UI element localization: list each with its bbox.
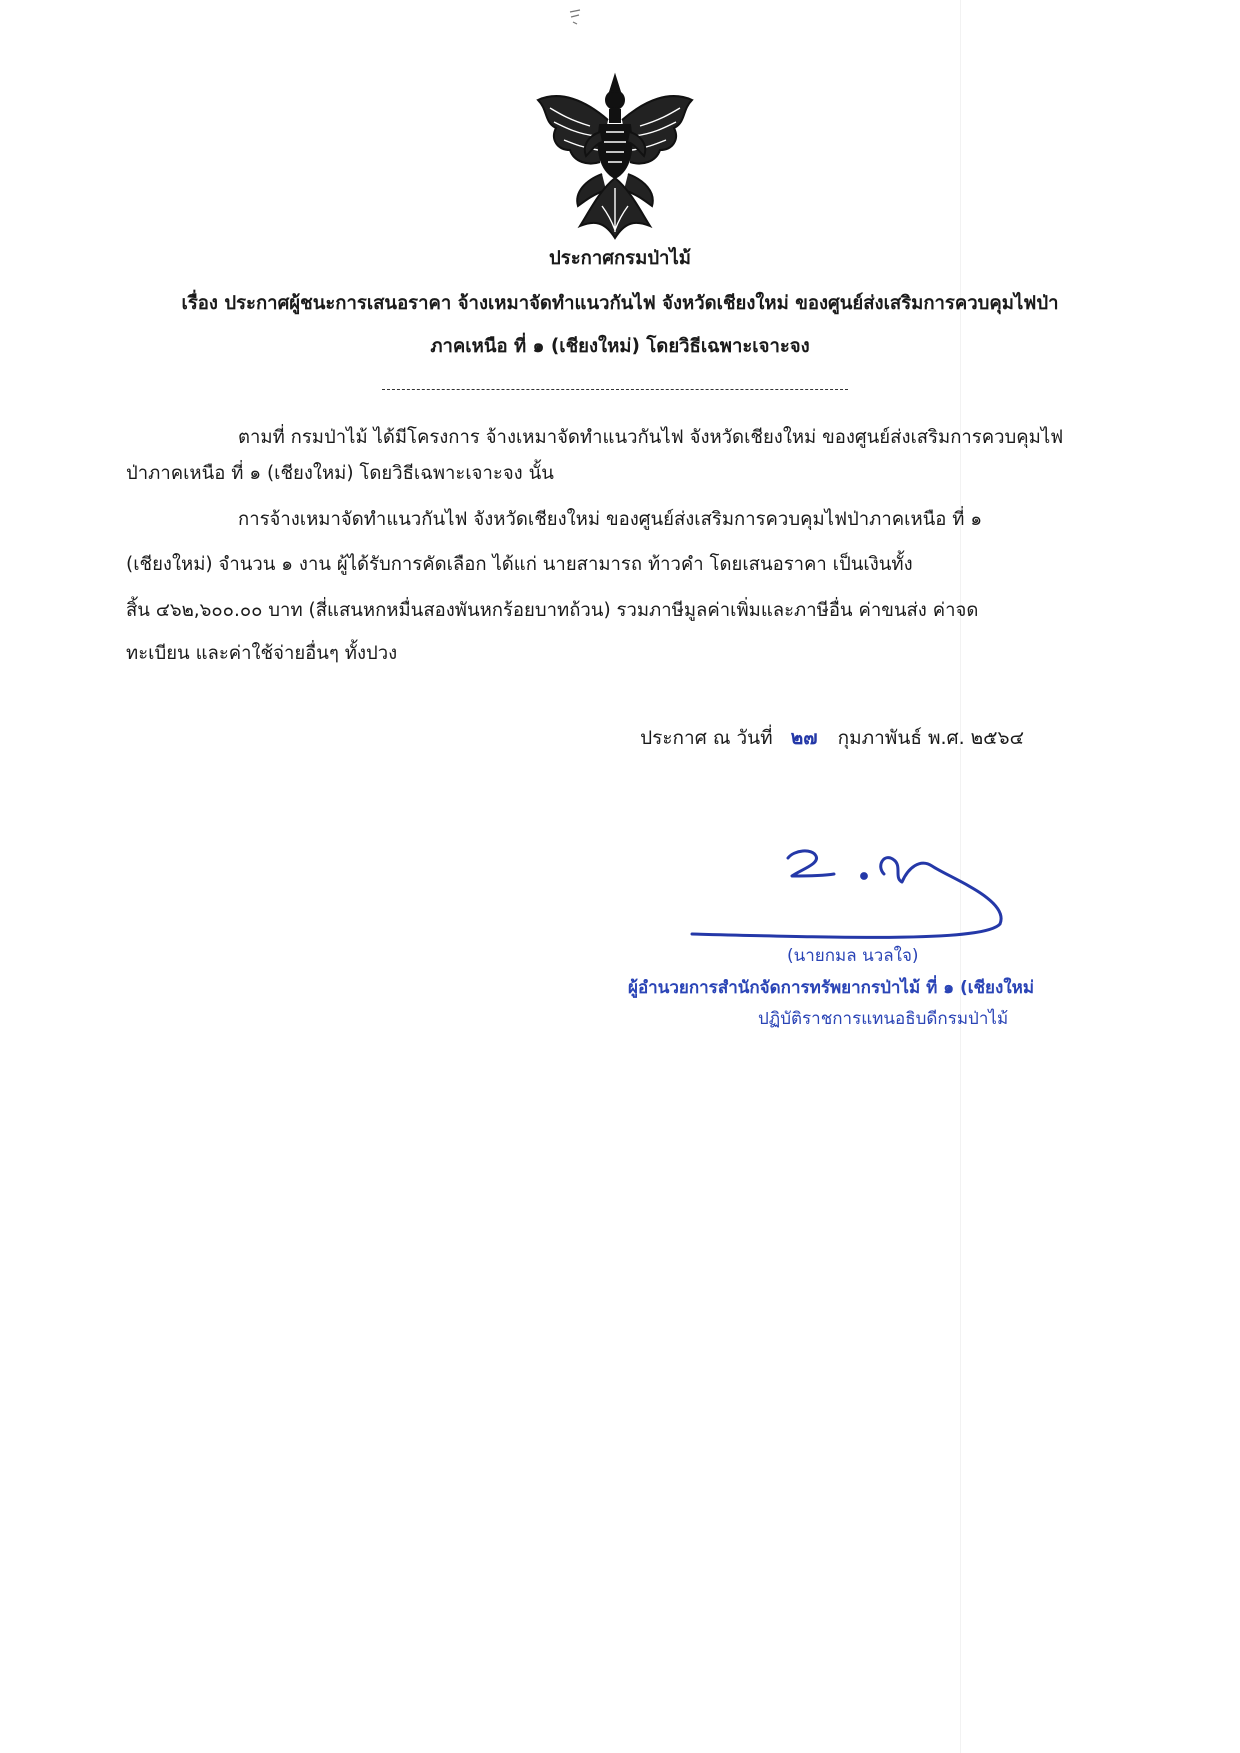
signer-position: ผู้อำนวยการสำนักจัดการทรัพยากรป่าไม้ ที่ ๑ (เชียงใหม่ xyxy=(628,978,1035,998)
date-suffix: กุมภาพันธ์ พ.ศ. ๒๕๖๔ xyxy=(837,727,1024,749)
para2-line2: (เชียงใหม่) จำนวน ๑ งาน ผู้ได้รับการคัดเลือก ได้แก่ นายสามารถ ท้าวคำ โดยเสนอราคา เป็นเงินทั้ง xyxy=(126,554,913,575)
signer-name: (นายกมล นวลใจ) xyxy=(787,946,919,966)
document-title: ประกาศกรมป่าไม้ xyxy=(549,248,691,269)
signer-acting: ปฏิบัติราชการแทนอธิบดีกรมป่าไม้ xyxy=(758,1009,1009,1029)
date-prefix: ประกาศ ณ วันที่ xyxy=(640,727,773,749)
para1-line1: ตามที่ กรมป่าไม้ ได้มีโครงการ จ้างเหมาจัดทำแนวกันไฟ จังหวัดเชียงใหม่ ของศูนย์ส่งเสริมการควบคุมไฟ xyxy=(238,427,1064,448)
announcement-date xyxy=(640,723,1024,753)
para1-line2: ป่าภาคเหนือ ที่ ๑ (เชียงใหม่) โดยวิธีเฉพาะเจาะจง นั้น xyxy=(126,463,554,484)
para2-line1: การจ้างเหมาจัดทำแนวกันไฟ จังหวัดเชียงใหม่ ของศูนย์ส่งเสริมการควบคุมไฟป่าภาคเหนือ ที่ ๑ xyxy=(238,509,983,530)
subject-line-2: ภาคเหนือ ที่ ๑ (เชียงใหม่) โดยวิธีเฉพาะเจาะจง xyxy=(430,336,810,357)
scan-mark-icon xyxy=(568,8,582,28)
subject-line-1: เรื่อง ประกาศผู้ชนะการเสนอราคา จ้างเหมาจัดทำแนวกันไฟ จังหวัดเชียงใหม่ ของศูนย์ส่งเสริมการควบคุมไฟป่า xyxy=(181,293,1059,314)
garuda-emblem-icon xyxy=(530,70,700,250)
para2-line4: ทะเบียน และค่าใช้จ่ายอื่นๆ ทั้งปวง xyxy=(126,643,398,664)
date-day: ๒๗ xyxy=(790,727,818,749)
signature-icon xyxy=(688,838,1018,948)
para2-line3: สิ้น ๔๖๒,๖๐๐.๐๐ บาท (สี่แสนหกหมื่นสองพันหกร้อยบาทถ้วน) รวมภาษีมูลค่าเพิ่มและภาษีอื่น ค่าขนส่ง ค่าจด xyxy=(126,600,979,621)
heading-divider xyxy=(382,389,848,390)
